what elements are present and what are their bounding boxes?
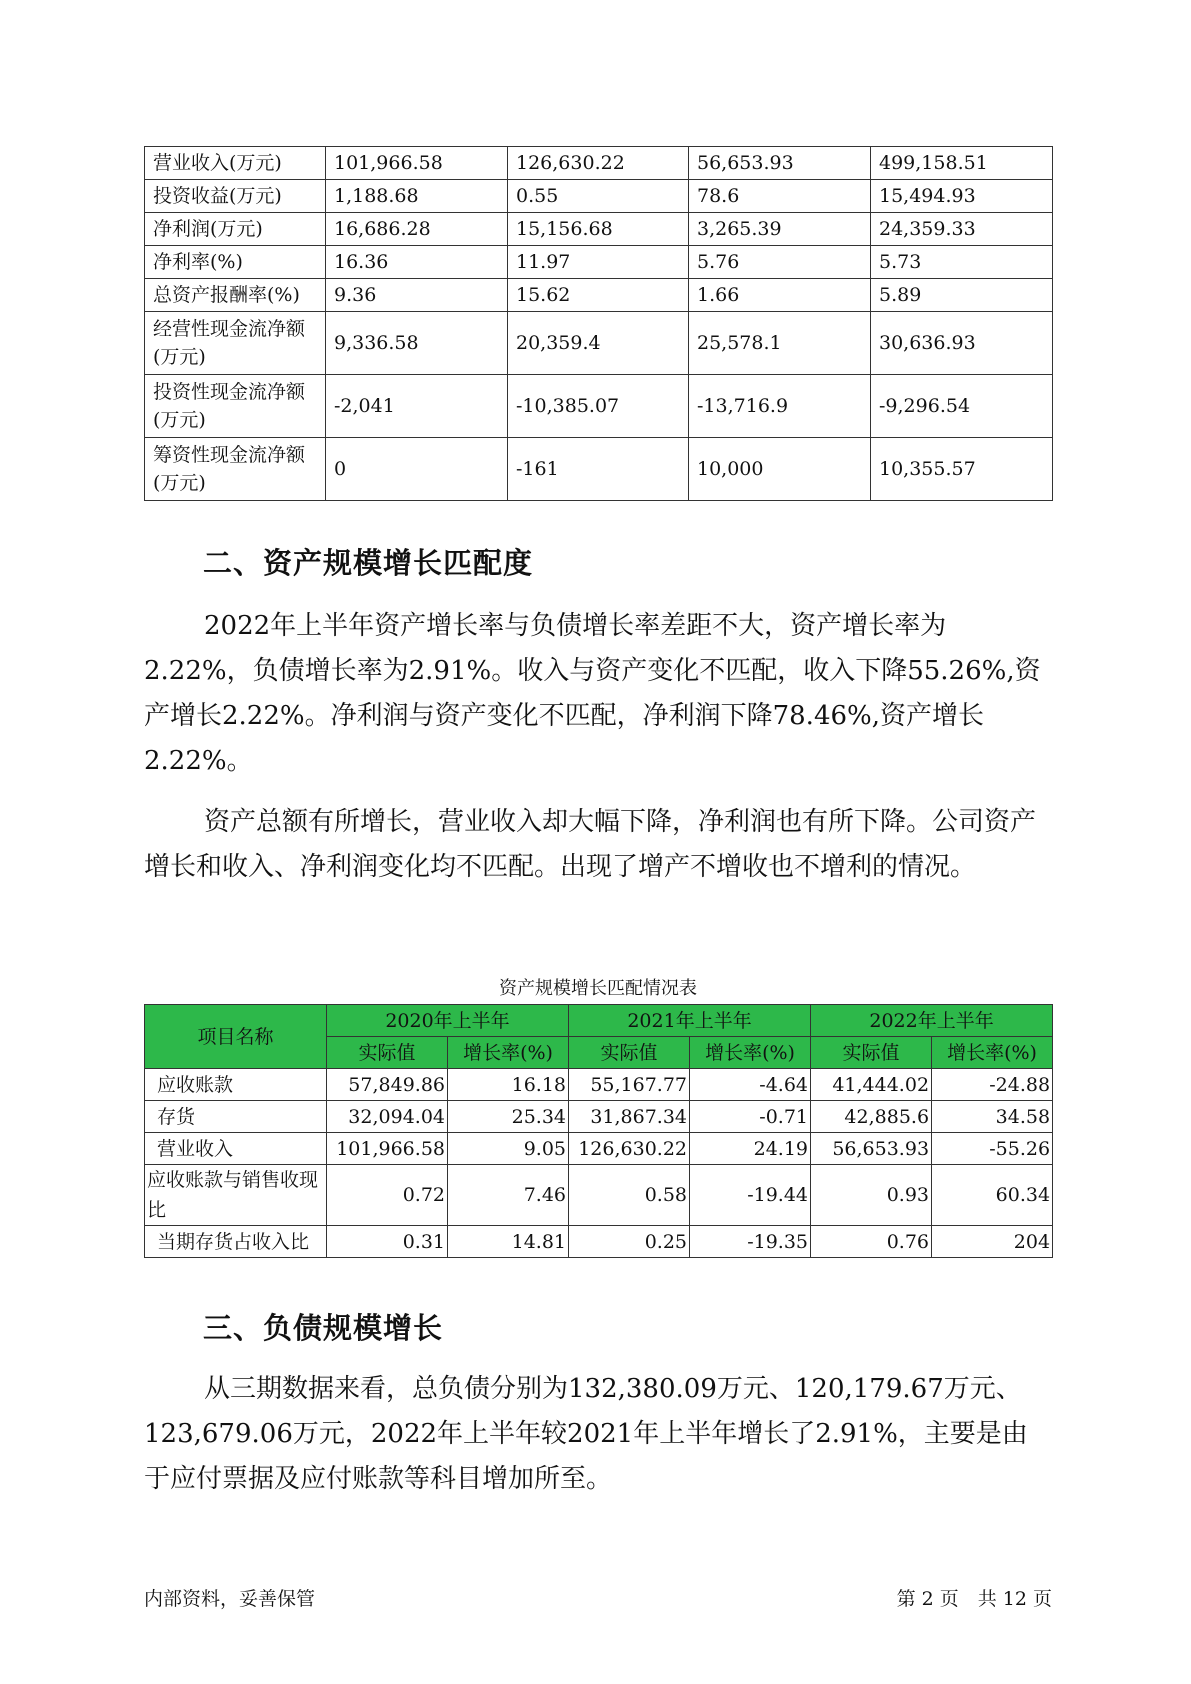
table-cell: -19.35 bbox=[690, 1226, 811, 1258]
table-cell: 101,966.58 bbox=[326, 147, 508, 180]
table-cell: 0.25 bbox=[569, 1226, 690, 1258]
table-cell: 78.6 bbox=[689, 180, 871, 213]
table-cell: 0.76 bbox=[811, 1226, 932, 1258]
table-cell: 41,444.02 bbox=[811, 1069, 932, 1101]
table-cell: 3,265.39 bbox=[689, 213, 871, 246]
footer-page-number: 第 2 页 共 12 页 bbox=[896, 1588, 1052, 1610]
table-cell: 101,966.58 bbox=[327, 1133, 448, 1165]
header-period: 2020年上半年 bbox=[327, 1005, 569, 1037]
table-cell: 204 bbox=[932, 1226, 1053, 1258]
table-cell: 5.73 bbox=[871, 246, 1053, 279]
table-row bbox=[145, 438, 1053, 501]
table-cell: 1.66 bbox=[689, 279, 871, 312]
table-row bbox=[145, 375, 1053, 438]
table-cell: 20,359.4 bbox=[508, 312, 689, 375]
table-cell: -161 bbox=[508, 438, 689, 501]
row-label: 投资收益(万元) bbox=[145, 180, 326, 213]
section-heading: 二、资产规模增长匹配度 bbox=[203, 546, 534, 580]
table-cell: 1,188.68 bbox=[326, 180, 508, 213]
table-row bbox=[145, 180, 1053, 213]
table-cell: 16.36 bbox=[326, 246, 508, 279]
table-cell: 57,849.86 bbox=[327, 1069, 448, 1101]
table-cell: 0.55 bbox=[508, 180, 689, 213]
table-row bbox=[145, 1133, 1053, 1165]
table-cell: 56,653.93 bbox=[811, 1133, 932, 1165]
table-cell: 24.19 bbox=[690, 1133, 811, 1165]
table-cell: 55,167.77 bbox=[569, 1069, 690, 1101]
table-cell: 126,630.22 bbox=[508, 147, 689, 180]
footer-confidential-note: 内部资料，妥善保管 bbox=[144, 1588, 316, 1610]
table-cell: 0.93 bbox=[811, 1165, 932, 1226]
paragraph: 资产总额有所增长，营业收入却大幅下降，净利润也有所下降。公司资产增长和收入、净利润变化均不匹配。出现了增产不增收也不增利的情况。 bbox=[144, 807, 1037, 882]
row-label: 经营性现金流净额(万元) bbox=[145, 312, 326, 375]
table-cell: -13,716.9 bbox=[689, 375, 871, 438]
table-cell: 126,630.22 bbox=[569, 1133, 690, 1165]
table-cell: 0.31 bbox=[327, 1226, 448, 1258]
table-cell: 15,494.93 bbox=[871, 180, 1053, 213]
table-cell: 25,578.1 bbox=[689, 312, 871, 375]
table-row bbox=[145, 147, 1053, 180]
row-label: 当期存货占收入比 bbox=[145, 1226, 327, 1258]
table-caption: 资产规模增长匹配情况表 bbox=[499, 978, 697, 999]
table-row bbox=[145, 1101, 1053, 1133]
header-period: 2022年上半年 bbox=[811, 1005, 1053, 1037]
row-label: 应收账款 bbox=[145, 1069, 327, 1101]
table-cell: 9.36 bbox=[326, 279, 508, 312]
table-row bbox=[145, 279, 1053, 312]
table-cell: 0.72 bbox=[327, 1165, 448, 1226]
table-row bbox=[145, 246, 1053, 279]
header-item: 项目名称 bbox=[145, 1005, 327, 1069]
row-label: 营业收入(万元) bbox=[145, 147, 326, 180]
table-cell: 5.76 bbox=[689, 246, 871, 279]
row-label: 投资性现金流净额(万元) bbox=[145, 375, 326, 438]
row-label: 营业收入 bbox=[145, 1133, 327, 1165]
table-cell: 25.34 bbox=[448, 1101, 569, 1133]
section-heading: 三、负债规模增长 bbox=[203, 1311, 444, 1345]
table-row bbox=[145, 312, 1053, 375]
table-cell: 16.18 bbox=[448, 1069, 569, 1101]
table-cell: 11.97 bbox=[508, 246, 689, 279]
table-cell: 14.81 bbox=[448, 1226, 569, 1258]
table-cell: 499,158.51 bbox=[871, 147, 1053, 180]
table-cell: 7.46 bbox=[448, 1165, 569, 1226]
table-cell: -0.71 bbox=[690, 1101, 811, 1133]
table-cell: 15,156.68 bbox=[508, 213, 689, 246]
table-cell: -19.44 bbox=[690, 1165, 811, 1226]
asset-growth-match-table bbox=[144, 1004, 1053, 1258]
table-cell: 9.05 bbox=[448, 1133, 569, 1165]
table-cell: 34.58 bbox=[932, 1101, 1053, 1133]
paragraph: 2022年上半年资产增长率与负债增长率差距不大，资产增长率为2.22%，负债增长率为2.91%。收入与资产变化不匹配，收入下降55.26%,资产增长2.22%。净利润与资产变化不匹配，净利润下降78.46%,资产增长2.22%。 bbox=[144, 611, 1041, 776]
table-row bbox=[145, 1069, 1053, 1101]
row-label: 总资产报酬率(%) bbox=[145, 279, 326, 312]
table-cell: -55.26 bbox=[932, 1133, 1053, 1165]
table-cell: 9,336.58 bbox=[326, 312, 508, 375]
paragraph: 从三期数据来看，总负债分别为132,380.09万元、120,179.67万元、123,679.06万元，2022年上半年较2021年上半年增长了2.91%，主要是由于应付票据及应付账款等科目增加所至。 bbox=[144, 1374, 1028, 1494]
table-cell: 56,653.93 bbox=[689, 147, 871, 180]
header-growth: 增长率(%) bbox=[448, 1037, 569, 1069]
table-cell: 16,686.28 bbox=[326, 213, 508, 246]
table-row bbox=[145, 213, 1053, 246]
table-cell: 10,000 bbox=[689, 438, 871, 501]
row-label: 应收账款与销售收现比 bbox=[145, 1165, 327, 1226]
header-actual: 实际值 bbox=[569, 1037, 690, 1069]
table-cell: 10,355.57 bbox=[871, 438, 1053, 501]
header-actual: 实际值 bbox=[811, 1037, 932, 1069]
table-cell: -24.88 bbox=[932, 1069, 1053, 1101]
financial-summary-table bbox=[144, 146, 1053, 501]
table-cell: 15.62 bbox=[508, 279, 689, 312]
table-cell: 42,885.6 bbox=[811, 1101, 932, 1133]
table-cell: 0.58 bbox=[569, 1165, 690, 1226]
table-cell: 24,359.33 bbox=[871, 213, 1053, 246]
table-cell: -10,385.07 bbox=[508, 375, 689, 438]
table-cell: 30,636.93 bbox=[871, 312, 1053, 375]
row-label: 净利润(万元) bbox=[145, 213, 326, 246]
table-cell: 32,094.04 bbox=[327, 1101, 448, 1133]
table-cell: -2,041 bbox=[326, 375, 508, 438]
table-cell: 5.89 bbox=[871, 279, 1053, 312]
header-growth: 增长率(%) bbox=[932, 1037, 1053, 1069]
header-actual: 实际值 bbox=[327, 1037, 448, 1069]
table-row bbox=[145, 1165, 1053, 1226]
table-cell: 0 bbox=[326, 438, 508, 501]
table-cell: 31,867.34 bbox=[569, 1101, 690, 1133]
table-row bbox=[145, 1226, 1053, 1258]
row-label: 存货 bbox=[145, 1101, 327, 1133]
table-cell: -9,296.54 bbox=[871, 375, 1053, 438]
row-label: 筹资性现金流净额(万元) bbox=[145, 438, 326, 501]
row-label: 净利率(%) bbox=[145, 246, 326, 279]
table-cell: 60.34 bbox=[932, 1165, 1053, 1226]
header-growth: 增长率(%) bbox=[690, 1037, 811, 1069]
header-period: 2021年上半年 bbox=[569, 1005, 811, 1037]
table-cell: -4.64 bbox=[690, 1069, 811, 1101]
